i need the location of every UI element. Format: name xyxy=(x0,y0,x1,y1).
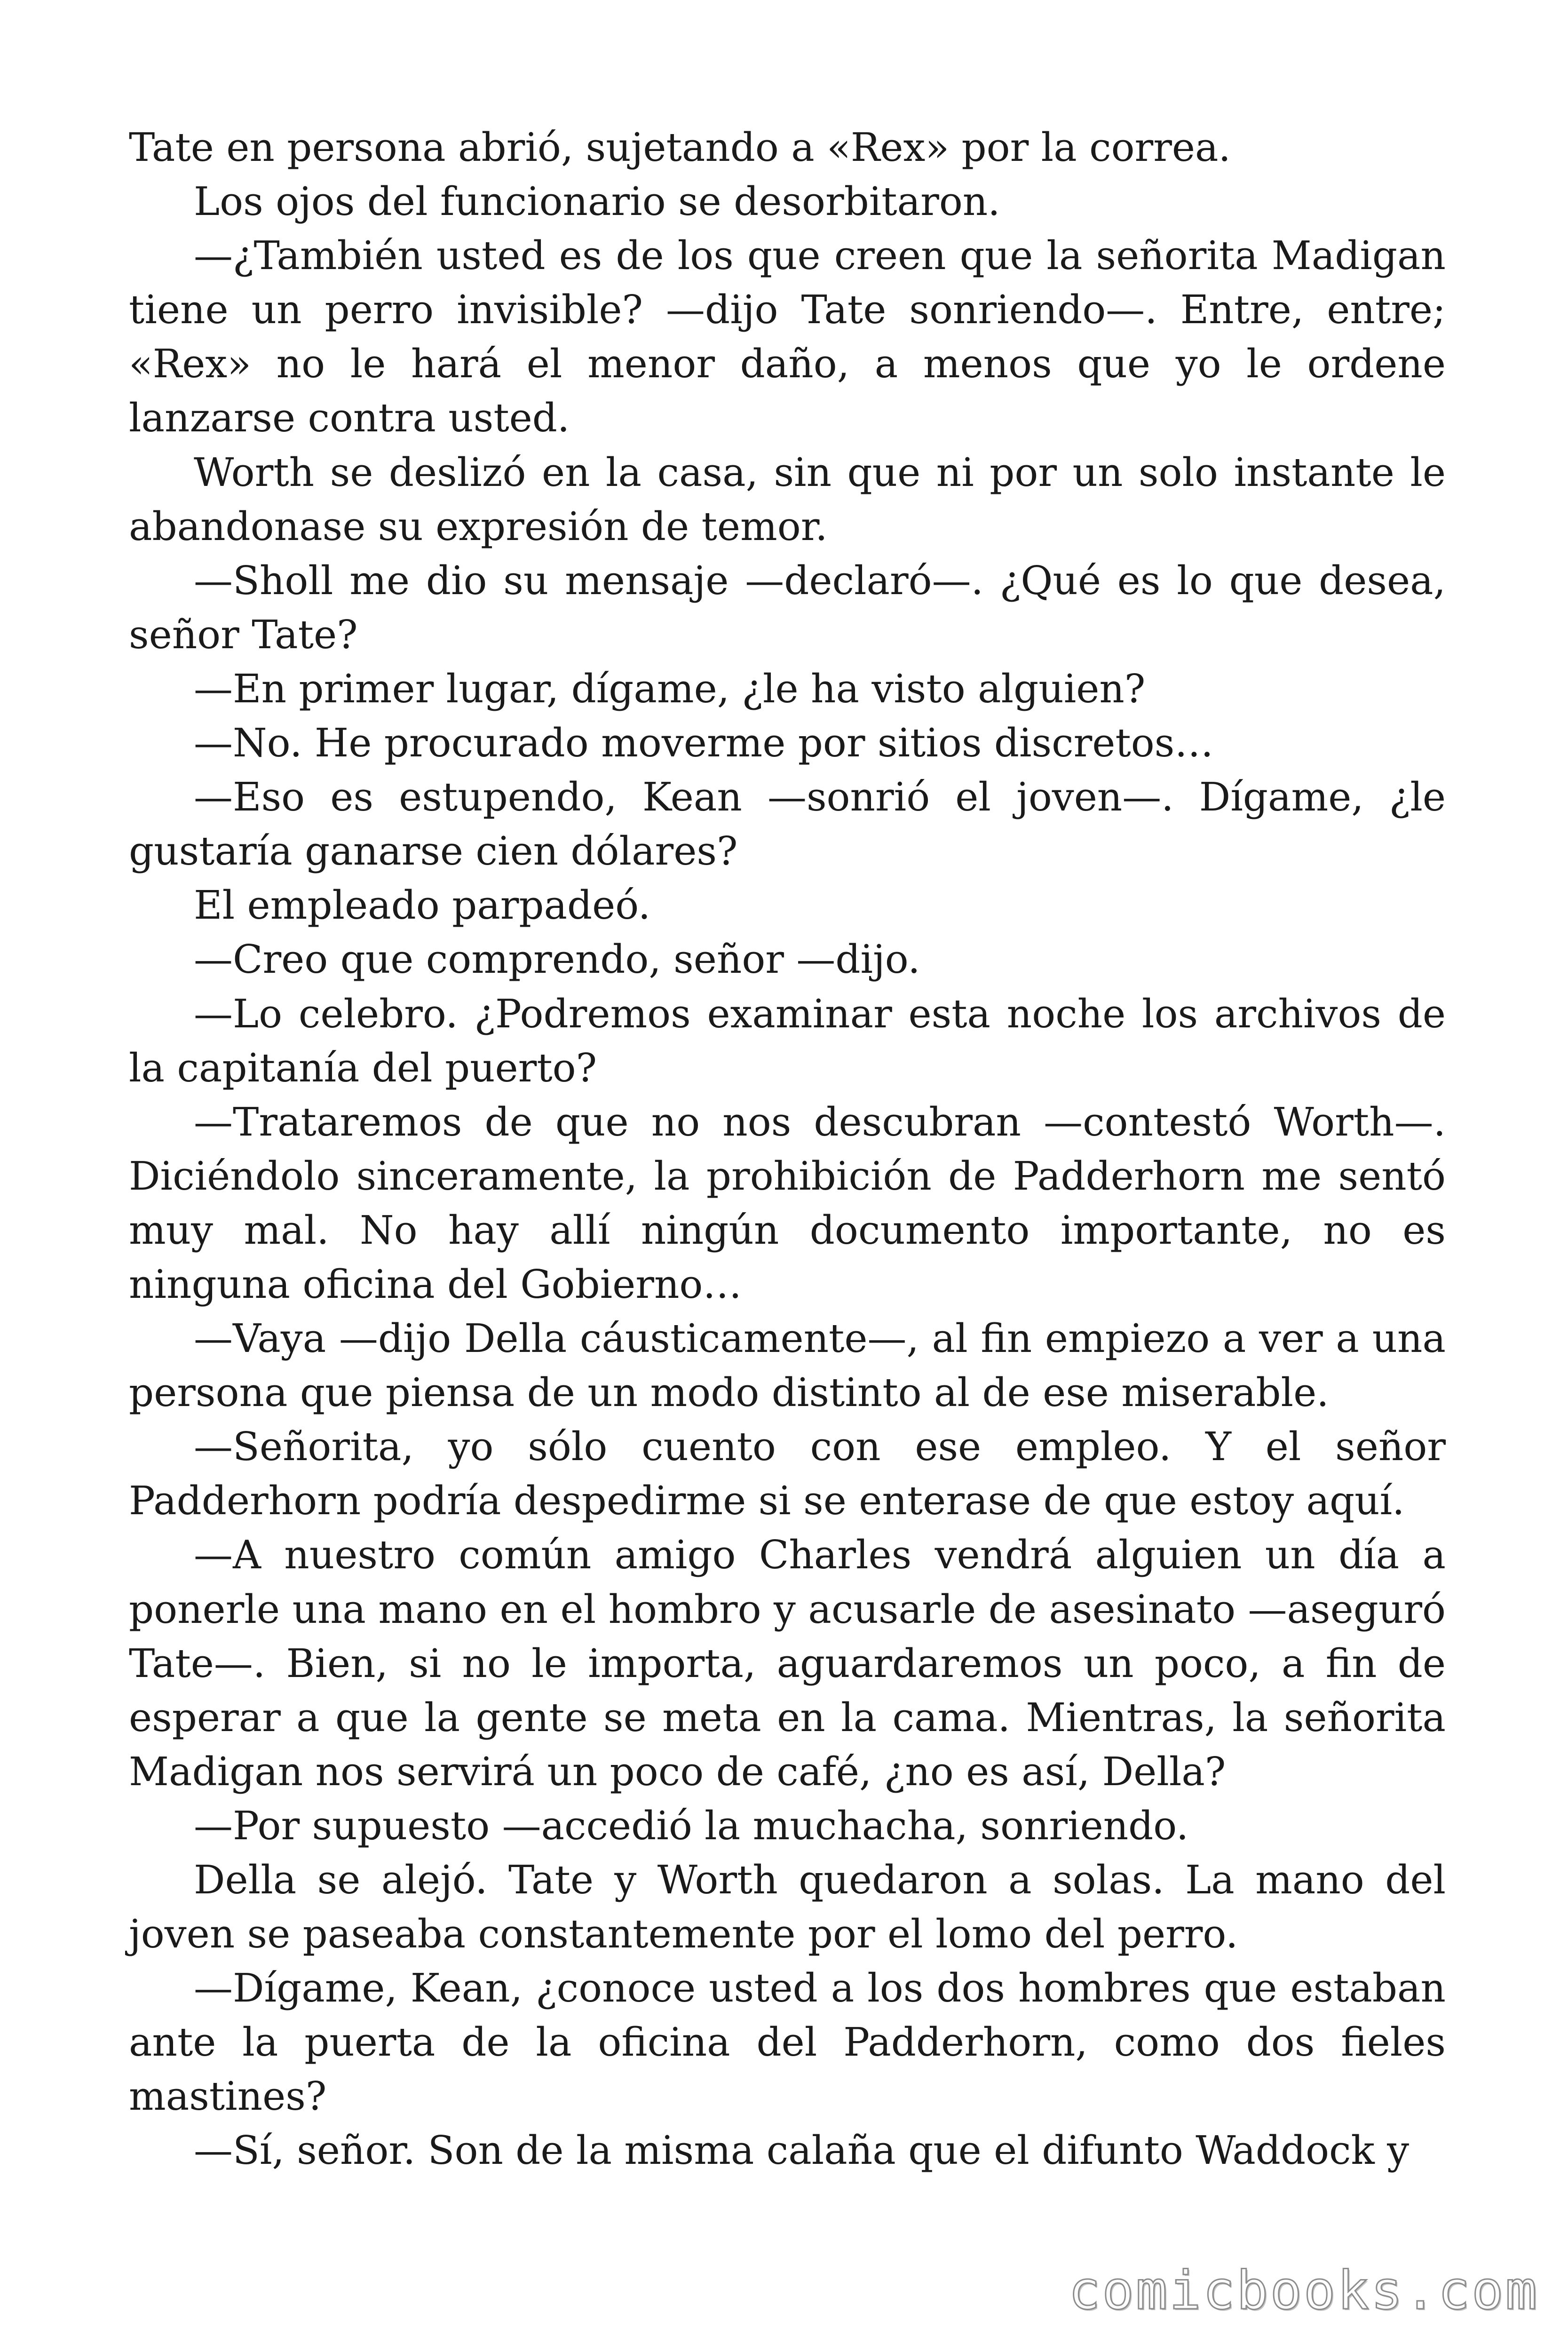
paragraph: Los ojos del funcionario se desorbitaron. xyxy=(194,179,1000,225)
paragraph: —Eso es estupendo, Kean —sonrió el joven—. Dígame, ¿le gustaría ganarse cien dólares? xyxy=(129,774,1446,874)
paragraph: —Señorita, yo sólo cuento con ese empleo. Y el señor Padderhorn podría despedirme si se enterase de que estoy aquí. xyxy=(129,1424,1446,1524)
book-page-text xyxy=(129,120,1446,2178)
paragraph: —Trataremos de que no nos descubran —contestó Worth—. Diciéndolo sinceramente, la prohibición de Padderhorn me sentó muy mal. No hay allí ningún documento importante, no es ninguna oficina del Gobierno… xyxy=(129,1099,1446,1307)
paragraph: —Creo que comprendo, señor —dijo. xyxy=(194,937,920,983)
paragraph: Della se alejó. Tate y Worth quedaron a solas. La mano del joven se paseaba constantemente por el lomo del perro. xyxy=(129,1857,1446,1957)
paragraph: —A nuestro común amigo Charles vendrá alguien un día a ponerle una mano en el hombro y acusarle de asesinato —aseguró Tate—. Bien, si no le importa, aguardaremos un poco, a fin de esperar a que la gente se meta en la cama. Mientras, la señorita Madigan nos servirá un poco de café, ¿no es así, Della? xyxy=(129,1532,1446,1795)
paragraph: —Vaya —dijo Della cáusticamente—, al fin empiezo a ver a una persona que piensa de un modo distinto al de ese miserable. xyxy=(129,1316,1446,1416)
paragraph: —En primer lugar, dígame, ¿le ha visto alguien? xyxy=(194,666,1146,712)
paragraph: —¿También usted es de los que creen que la señorita Madigan tiene un perro invisible? —dijo Tate sonriendo—. Entre, entre; «Rex» no le hará el menor daño, a menos que yo le ordene lanzarse contra usted. xyxy=(129,233,1446,441)
paragraph: —Por supuesto —accedió la muchacha, sonriendo. xyxy=(194,1803,1189,1849)
paragraph: Worth se deslizó en la casa, sin que ni por un solo instante le abandonase su expresión de temor. xyxy=(129,449,1446,549)
paragraph: Tate en persona abrió, sujetando a «Rex» por la correa. xyxy=(129,125,1231,170)
paragraph: El empleado parpadeó. xyxy=(194,882,651,929)
paragraph: —Lo celebro. ¿Podremos examinar esta noche los archivos de la capitanía del puerto? xyxy=(129,991,1446,1091)
paragraph: —Sholl me dio su mensaje —declaró—. ¿Qué es lo que desea, señor Tate? xyxy=(129,557,1446,658)
paragraph: —Dígame, Kean, ¿conoce usted a los dos hombres que estaban ante la puerta de la oficina del Padderhorn, como dos fieles mastines? xyxy=(129,1965,1446,2120)
watermark: comicbooks.com xyxy=(1068,2260,1539,2321)
paragraph: —Sí, señor. Son de la misma calaña que el difunto Waddock y xyxy=(194,2128,1410,2174)
paragraph: —No. He procurado moverme por sitios discretos… xyxy=(194,720,1214,766)
